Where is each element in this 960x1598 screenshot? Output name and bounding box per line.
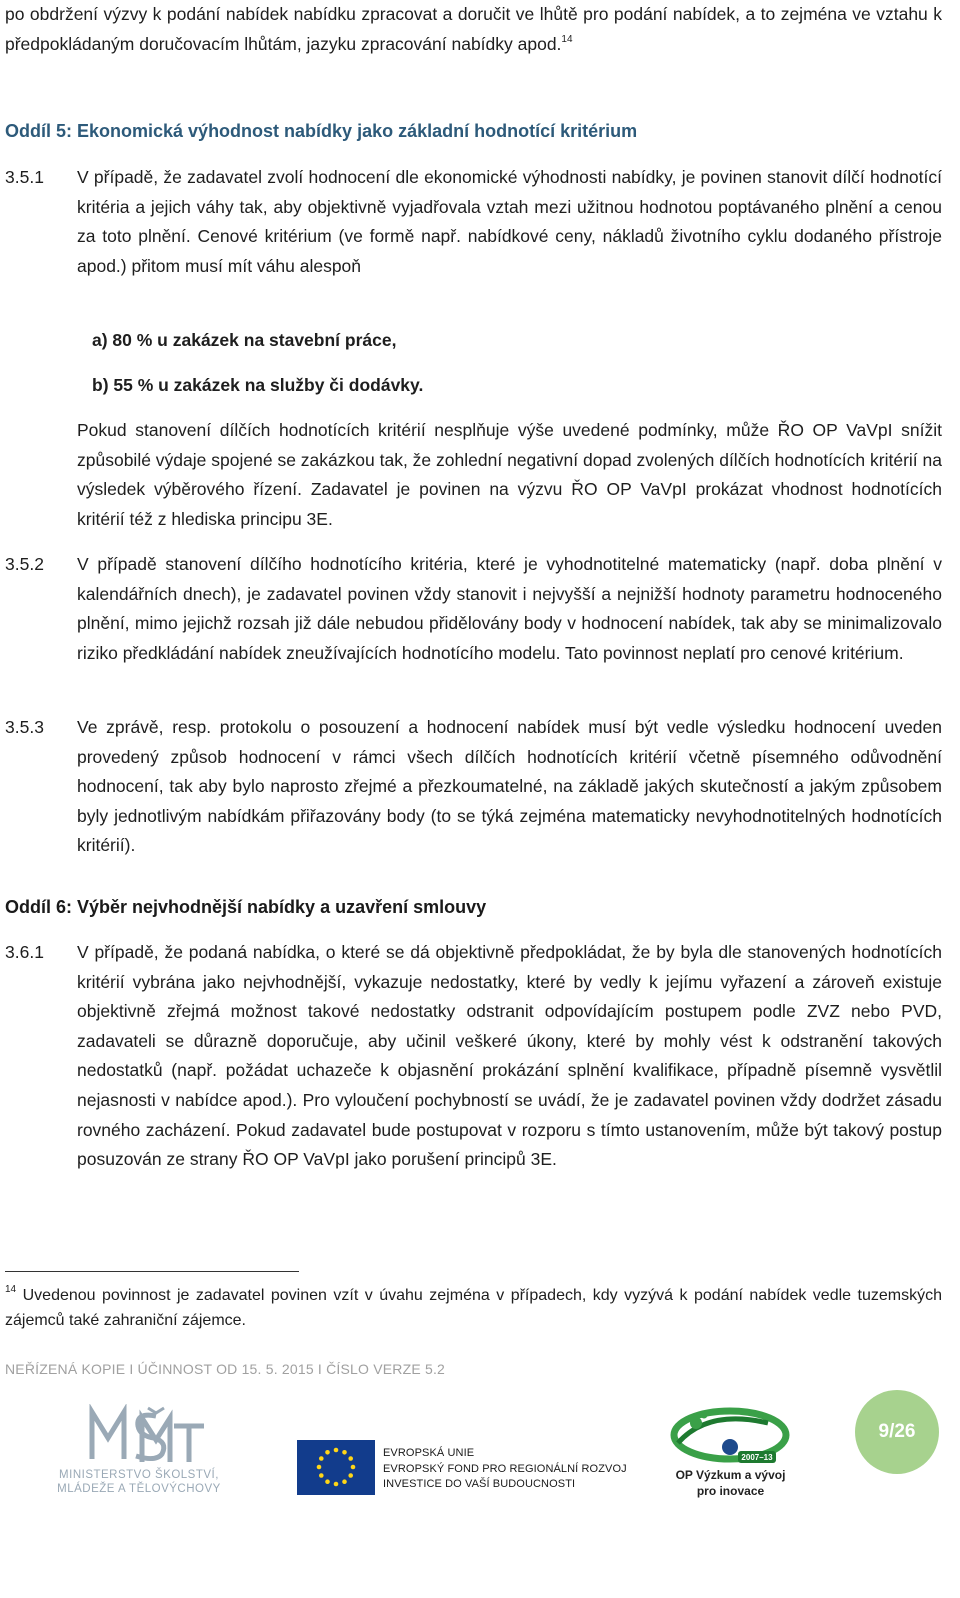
eu-flag-icon [297,1440,375,1495]
paragraph-number: 3.5.1 [5,167,44,187]
op-vavpi-logo [668,1405,798,1500]
footnote [5,1283,942,1333]
paragraph-number: 3.5.2 [5,554,44,574]
paragraph-3-5-3: Ve zprávě, resp. protokolu o posouzení a hodnocení nabídek musí být vedle výsledku hodnocení uveden provedený způsob hodnocení v rámci všech dílčích hodnotících kritérií včetně písemného odůvodnění hodnocení, tak aby bylo naprosto zřejmé a přezkoumatelné, na základě jakých skutečností a jakým způsobem byly jednotlivým nabídkám přiřazovány body (to se týká zejména matematicky nevyhodnotitelných hodnotících kritérií). [77,717,942,856]
footnote-number: 14 [5,1284,17,1295]
eu-caption: EVROPSKÁ UNIE EVROPSKÝ FOND PRO REGIONÁLNÍ ROZVOJ INVESTICE DO VAŠÍ BUDOUCNOSTI [383,1447,627,1490]
section-6-heading: Oddíl 6: Výběr nejvhodnější nabídky a uzavření smlouvy [5,897,487,917]
intro-text: po obdržení výzvy k podání nabídek nabídku zpracovat a doručit ve lhůtě pro podání nabídek, a to zejména ve vztahu k předpokládaným doručovacím lhůtám, jazyku zpracování nabídky apod. [5,4,942,54]
paragraph-number: 3.6.1 [5,942,44,962]
list-item-a: a) 80 % u zakázek na stavební práce, [92,330,397,350]
paragraph-3-6-1: V případě, že podaná nabídka, o které se dá objektivně předpokládat, že by byla dle stanovených hodnotících kritérií vybrána jako nejvhodnější, vykazuje nedostatky, které by vedly k jejímu vyřazení a zároveň existuje objektivně zřejmá možnost takové nedostatky odstranit odpovídajícím postupem podle ZVZ nebo PVD, zadavateli se důrazně doporučuje, aby učinil veškeré úkony, které by mohly vést k odstranění takových nedostatků (např. požádat uchazeče k objasnění prokázání splnění kvalifikace, případně písemně vysvětlil nejasnosti v nabídce apod.). Pro vyloučení pochybností se uvádí, že je zadavatel povinen vždy dodržet zásadu rovného zacházení. Pokud zadavatel bude postupovat v rozporu s tímto ustanovením, může být takový postup posuzován ze strany ŘO OP VaVpI jako porušení principů 3E. [77,942,942,1170]
msmt-caption: MINISTERSTVO ŠKOLSTVÍ, MLÁDEŽE A TĚLOVÝCHOVY [57,1469,221,1495]
op-emblem-icon [668,1405,793,1467]
document-meta: NEŘÍZENÁ KOPIE I ÚČINNOST OD 15. 5. 2015 I ČÍSLO VERZE 5.2 [5,1361,446,1377]
footnote-separator [5,1271,299,1272]
paragraph-number: 3.5.3 [5,717,44,737]
paragraph-3-5-1: V případě, že zadavatel zvolí hodnocení dle ekonomické výhodnosti nabídky, je povinen stanovit dílčí hodnotící kritéria a jejich váhy tak, aby objektivně vyjadřovala vztah mezi užitnou hodnotou poptávaného plnění a cenou za toto plnění. Cenové kritérium (ve formě např. nabídkové ceny, nákladů životního cyklu dodaného přístroje apod.) přitom musí mít váhu alespoň [77,167,942,276]
footnote-text: Uvedenou povinnost je zadavatel povinen vzít v úvahu zejména v případech, kdy vyzývá k podání nabídek vedle tuzemských zájemců také zahraniční zájemce. [5,1287,942,1329]
page-number-badge: 9/26 [855,1390,939,1474]
msmt-logo [44,1404,234,1499]
msmt-emblem-icon [44,1404,234,1466]
op-years-label: 2007–13 [741,1453,773,1462]
list-item-b: b) 55 % u zakázek na služby či dodávky. [92,375,424,395]
op-caption: OP Výzkum a vývoj pro inovace [675,1468,786,1498]
paragraph-3-5-2: V případě stanovení dílčího hodnotícího kritéria, které je vyhodnotitelné matematicky (např. doba plnění v kalendářních dnech), je zadavatel povinen vždy stanovit i nejvyšší a nejnižší hodnoty parametru hodnoceného plnění, mimo jejichž rozsah již dále nebudou přidělovány body v hodnocení nabídek, tak aby se minimalizovalo riziko předkládání nabídek zneužívajících hodnotícího modelu. Tato povinnost neplatí pro cenové kritérium. [77,554,942,663]
eu-logo [297,1440,627,1496]
section-5-heading: Oddíl 5: Ekonomická výhodnost nabídky jako základní hodnotící kritérium [5,121,638,141]
paragraph-3-5-1-continued: Pokud stanovení dílčích hodnotících kritérií nesplňuje výše uvedené podmínky, může ŘO OP VaVpI snížit způsobilé výdaje spojené se zakázkou tak, že zohlední negativní dopad zvolených dílčích hodnotících kritérií na výsledek výběrového řízení. Zadavatel je povinen na výzvu ŘO OP VaVpI prokázat vhodnost hodnotících kritérií též z hlediska principu 3E. [77,420,942,529]
intro-paragraph [5,0,942,59]
footnote-reference[interactable]: 14 [561,33,573,45]
